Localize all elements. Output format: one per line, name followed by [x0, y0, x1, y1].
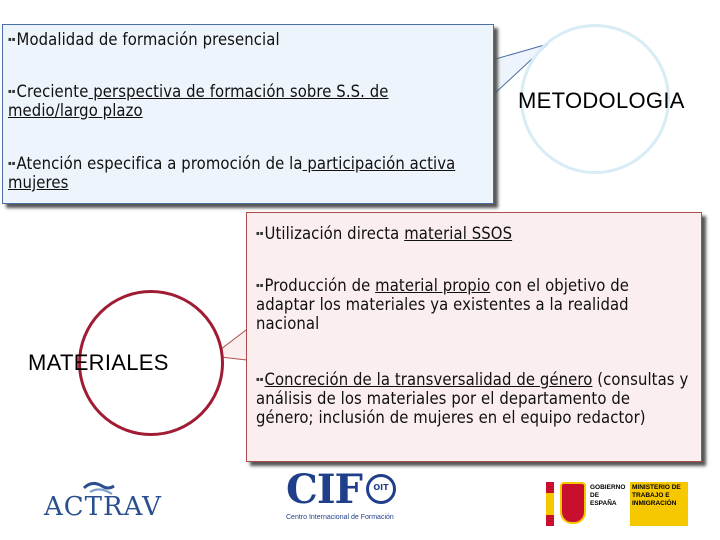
- materiales-item-3: ▪▪Concreción de la transversalidad de género (consultas y análisis de los materiales por el departamento de género; inclusión de mujeres en el equipo redactor): [256, 370, 689, 427]
- bullet-icon: ▪▪: [8, 88, 16, 95]
- oit-text: OIT: [373, 483, 389, 492]
- bullet-icon: ▪▪: [8, 160, 16, 167]
- bullet-icon: ▪▪: [256, 282, 264, 289]
- gobierno-text: GOBIERNO DE ESPAÑA: [590, 484, 626, 507]
- gobierno-logo: [546, 478, 690, 528]
- cif-caption: Centro Internacional de Formación: [286, 514, 394, 521]
- actrav-text: ACTRAV: [44, 492, 162, 522]
- ministerio-text: MINISTERIO DE TRABAJO E INMIGRACIÓN: [632, 484, 681, 507]
- materiales-title: MATERIALES: [28, 350, 169, 375]
- materiales-item-1: ▪▪Utilización directa material SSOS: [256, 224, 513, 243]
- flag-icon: [546, 482, 554, 526]
- cif-text: CIF: [286, 466, 362, 513]
- metodologia-item-1: ▪▪Modalidad de formación presencial: [8, 30, 280, 49]
- bullet-icon: ▪▪: [256, 376, 264, 383]
- cif-logo: [286, 466, 406, 528]
- bullet-icon: ▪▪: [8, 36, 16, 43]
- metodologia-item-3: ▪▪Atención especifica a promoción de la participación activa mujeres: [8, 154, 456, 192]
- metodologia-title: METODOLOGIA: [518, 88, 685, 113]
- bullet-icon: ▪▪: [256, 230, 264, 237]
- coat-of-arms-icon: [560, 482, 586, 524]
- oit-emblem-icon: [366, 474, 396, 504]
- actrav-logo: [40, 478, 162, 524]
- metodologia-item-2: ▪▪Creciente perspectiva de formación sobre S.S. de medio/largo plazo: [8, 82, 389, 120]
- materiales-item-2: ▪▪Producción de material propio con el objetivo de adaptar los materiales ya existentes a la realidad nacional: [256, 276, 630, 333]
